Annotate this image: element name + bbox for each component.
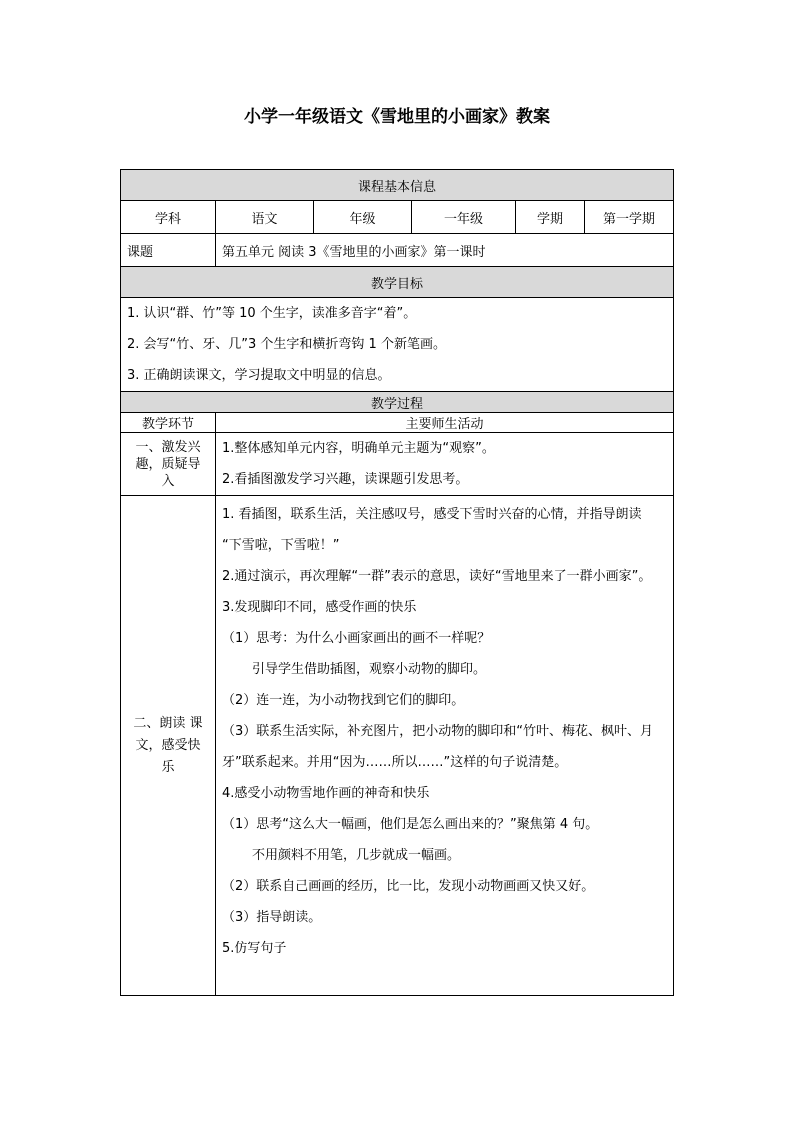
stage-row [120,496,674,996]
objectives-row [120,298,674,392]
topic-row [120,234,674,267]
basic-info-header: 课程基本信息 [121,170,673,200]
topic-value: 第五单元 阅读 3《雪地里的小画家》第一课时 [215,234,673,266]
activity-item: 3.发现脚印不同，感受作画的快乐 [222,600,417,615]
subject-value: 语文 [215,201,313,233]
activity-item: （2）联系自己画画的经历，比一比，发现小动物画画又快又好。 [222,879,595,894]
topic-label: 课题 [127,244,154,260]
objective-item: 1. 认识“群、竹”等 10 个生字，读准多音字“着”。 [127,306,417,321]
stage-column-header: 教学环节 [141,417,194,432]
lesson-plan-table [120,169,674,996]
activity-item: 不用颜料不用笔，几步就成一幅画。 [252,848,461,863]
activity-item: （1）思考“这么大一幅画，他们是怎么画出来的？”聚焦第 4 句。 [222,817,599,832]
process-header: 教学过程 [121,392,673,412]
grade-label: 年级 [313,201,411,233]
grade-value: 一年级 [411,201,515,233]
stage-name: 一、激发兴趣，质疑导入 [135,439,201,489]
basic-info-header-row [120,169,674,201]
objectives-header: 教学目标 [121,267,673,297]
activity-item: 2.看插图激发学习兴趣，读课题引发思考。 [222,472,469,487]
activity-item: 4.感受小动物雪地作画的神奇和快乐 [222,786,430,801]
stage-name: 二、朗读 课文，感受快乐 [133,715,203,775]
activity-item: （3）指导朗读。 [222,910,322,925]
process-columns-row [120,413,674,433]
activity-item: （2）连一连，为小动物找到它们的脚印。 [222,693,465,708]
activity-item: 引导学生借助插图，观察小动物的脚印。 [252,662,487,677]
activity-item: 5.仿写句子 [222,941,287,956]
term-value: 第一学期 [584,201,673,233]
objective-item: 2. 会写“竹、牙、几”3 个生字和横折弯钩 1 个新笔画。 [127,337,446,352]
objectives-header-row [120,267,674,298]
activity-item: 2.通过演示，再次理解“一群”表示的意思，读好“雪地里来了一群小画家”。 [222,569,652,584]
basic-info-row [120,201,674,234]
objective-item: 3. 正确朗读课文，学习提取文中明显的信息。 [127,368,391,383]
activity-item: （3）联系生活实际，补充图片，把小动物的脚印和“竹叶、梅花、枫叶、月牙”联系起来。并用“因为……所以……”这样的句子说清楚。 [222,724,654,770]
activity-item: （1）思考：为什么小画家画出的画不一样呢？ [222,631,491,646]
stage-row [120,433,674,496]
activity-column-header: 主要师生活动 [215,413,673,432]
subject-label: 学科 [154,211,181,227]
stage-activities [215,496,673,995]
objectives-list [121,298,673,391]
activity-item: 1.整体感知单元内容，明确单元主题为“观察”。 [222,441,495,456]
term-label: 学期 [515,201,584,233]
activity-item: 1. 看插图，联系生活，关注感叹号，感受下雪时兴奋的心情，并指导朗读 “下雪啦，下雪啦！” [222,507,642,553]
document-title: 小学一年级语文《雪地里的小画家》教案 [244,107,550,127]
stage-activities [215,433,673,495]
process-header-row [120,392,674,413]
